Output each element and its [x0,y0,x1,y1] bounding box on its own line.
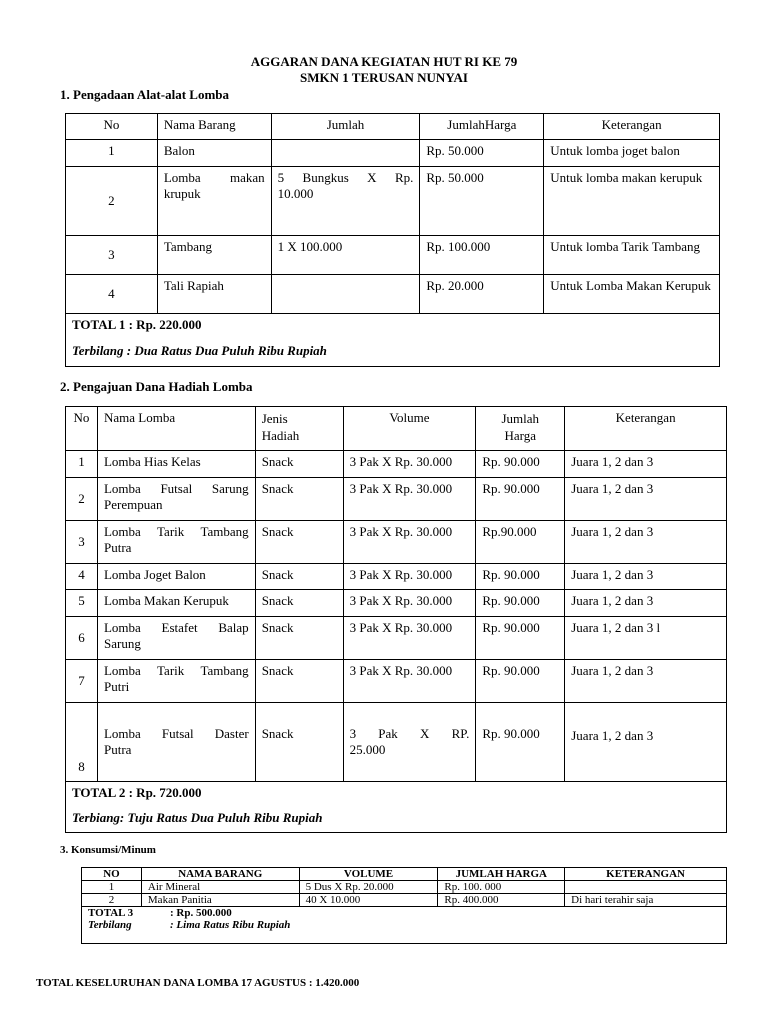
item-quantity [271,140,420,167]
prize-price: Rp. 90.000 [476,617,565,660]
prize-type: Snack [255,590,343,617]
item-name: Tali Rapiah [157,275,271,314]
row-number: 3 [66,521,98,564]
competition-name-line: Lomba Futsal Sarung [103,481,249,496]
competition-name-line: Lomba Tarik Tambang [103,524,249,539]
prize-type-text: Snack [261,726,294,741]
prize-volume [343,703,476,782]
item-name: Air Mineral [141,881,299,894]
competition-name-line: Perempuan [103,497,163,512]
prize-price: Rp. 90.000 [476,590,565,617]
item-note: Untuk lomba joget balon [544,140,720,167]
row-number: 6 [66,617,98,660]
prize-volume: 3 Pak X Rp. 30.000 [343,590,476,617]
terbilang-3-label: Terbilang [88,919,132,931]
prize-price-text: Rp. 90.000 [482,726,540,741]
terbilang-3-value: : Lima Ratus Ribu Rupiah [170,919,291,931]
table-row [66,236,720,275]
item-price: Rp. 400.000 [438,894,565,907]
prize-volume: 3 Pak X Rp. 30.000 [343,617,476,660]
item-name: Balon [157,140,271,167]
section-1-table [65,113,720,367]
prize-type: Snack [255,617,343,660]
column-header: KETERANGAN [565,868,727,881]
competition-name-line: Sarung [103,636,141,651]
competition-name: Lomba Joget Balon [97,564,255,590]
competition-name-line: Putri [103,679,130,694]
table-row [66,590,727,617]
item-name-line: Lomba makan [163,170,265,185]
competition-name [97,478,255,521]
column-header: VOLUME [299,868,438,881]
competition-name: Lomba Hias Kelas [97,451,255,478]
item-price: Rp. 100. 000 [438,881,565,894]
column-header: No [66,407,98,451]
prize-type: Snack [255,451,343,478]
column-header-line: Jumlah Harga [501,411,540,443]
column-header: Keterangan [565,407,727,451]
competition-name-line: Lomba Futsal Daster [103,726,249,741]
column-header-line: Jenis Hadiah [261,411,300,443]
competition-name: Lomba Makan Kerupuk [97,590,255,617]
column-header: Nama Lomba [97,407,255,451]
column-header: Keterangan [544,114,720,140]
prize-volume: 3 Pak X Rp. 30.000 [343,521,476,564]
item-quantity [271,275,420,314]
item-price: Rp. 100.000 [420,236,544,275]
prize-volume: 3 Pak X Rp. 30.000 [343,451,476,478]
column-header [476,407,565,451]
prize-price: Rp. 90.000 [476,478,565,521]
total-3 [88,907,720,919]
prize-volume: 3 Pak X Rp. 30.000 [343,564,476,590]
terbilang-2: Terbiang: Tuju Ratus Dua Puluh Ribu Rupiah [66,807,727,833]
table-row [66,140,720,167]
total-1: TOTAL 1 : Rp. 220.000 [66,314,720,340]
prize-note: Juara 1, 2 dan 3 l [565,617,727,660]
prize-price: Rp. 90.000 [476,660,565,703]
prize-note: Juara 1, 2 dan 3 [565,478,727,521]
table-row [82,894,727,907]
table-row [66,564,727,590]
total-2: TOTAL 2 : Rp. 720.000 [66,782,727,807]
total-3-value: : Rp. 500.000 [170,907,232,919]
column-header: Nama Barang [157,114,271,140]
column-header: NO [82,868,142,881]
competition-name-line: Lomba Estafet Balap [103,620,249,635]
item-price: Rp. 50.000 [420,140,544,167]
prize-note: Juara 1, 2 dan 3 [565,521,727,564]
item-note: Untuk Lomba Makan Kerupuk [544,275,720,314]
prize-price: Rp. 90.000 [476,564,565,590]
terbilang-1: Terbilang : Dua Ratus Dua Puluh Ribu Rupiah [66,340,720,367]
item-name: Makan Panitia [141,894,299,907]
table-row [66,521,727,564]
row-number: 7 [66,660,98,703]
item-quantity-line: 10.000 [277,186,314,201]
table-row [66,451,727,478]
column-header: No [66,114,158,140]
item-note: Untuk lomba Tarik Tambang [544,236,720,275]
row-number: 1 [66,451,98,478]
item-volume: 40 X 10.000 [299,894,438,907]
prize-note [565,703,727,782]
prize-note-text: Juara 1, 2 dan 3 [571,728,654,743]
prize-note: Juara 1, 2 dan 3 [565,564,727,590]
terbilang-3 [88,919,720,931]
item-name [157,167,271,236]
column-header: JumlahHarga [420,114,544,140]
school-name: SMKN 1 TERUSAN NUNYAI [300,70,468,85]
competition-name [97,660,255,703]
prize-type [255,703,343,782]
row-number: 2 [66,167,158,236]
row-number: 8 [66,703,98,782]
table-row [66,703,727,782]
row-number: 1 [66,140,158,167]
table-row [66,167,720,236]
item-note: Untuk lomba makan kerupuk [544,167,720,236]
prize-type: Snack [255,521,343,564]
item-note [565,881,727,894]
competition-name-line: Putra [103,540,132,555]
table-row [82,881,727,894]
prize-type: Snack [255,478,343,521]
item-price: Rp. 50.000 [420,167,544,236]
prize-note: Juara 1, 2 dan 3 [565,451,727,478]
section-3-table [81,867,727,944]
row-number: 5 [66,590,98,617]
competition-name [97,703,255,782]
prize-price [476,703,565,782]
prize-volume-line: 3 Pak X RP. [349,726,470,741]
column-header: Jumlah [271,114,420,140]
item-price: Rp. 20.000 [420,275,544,314]
row-number: 4 [66,275,158,314]
table-row [66,617,727,660]
item-name: Tambang [157,236,271,275]
item-volume: 5 Dus X Rp. 20.000 [299,881,438,894]
prize-price: Rp.90.000 [476,521,565,564]
item-quantity-line: 5 Bungkus X Rp. [277,170,414,185]
prize-note: Juara 1, 2 dan 3 [565,660,727,703]
competition-name-line: Lomba Tarik Tambang [103,663,249,678]
item-name-line: krupuk [163,186,201,201]
competition-name [97,617,255,660]
prize-volume: 3 Pak X Rp. 30.000 [343,660,476,703]
section-1-heading: 1. Pengadaan Alat-alat Lomba [60,87,230,102]
competition-name [97,521,255,564]
item-note: Di hari terahir saja [565,894,727,907]
section-2-table [65,406,727,833]
table-row [66,275,720,314]
section-3-heading: 3. Konsumsi/Minum [60,844,156,856]
competition-name-line: Putra [103,742,132,757]
prize-price: Rp. 90.000 [476,451,565,478]
row-number: 3 [66,236,158,275]
row-number: 2 [82,894,142,907]
section-2-heading: 2. Pengajuan Dana Hadiah Lomba [60,379,253,394]
item-quantity: 1 X 100.000 [271,236,420,275]
prize-note: Juara 1, 2 dan 3 [565,590,727,617]
table-row [66,478,727,521]
prize-volume: 3 Pak X Rp. 30.000 [343,478,476,521]
row-number: 2 [66,478,98,521]
column-header: JUMLAH HARGA [438,868,565,881]
grand-total: TOTAL KESELURUHAN DANA LOMBA 17 AGUSTUS : 1.420.000 [36,977,360,989]
total-3-block [82,907,727,944]
prize-type: Snack [255,564,343,590]
row-number: 1 [82,881,142,894]
column-header [255,407,343,451]
column-header: NAMA BARANG [141,868,299,881]
column-header: Volume [343,407,476,451]
item-quantity [271,167,420,236]
row-number: 4 [66,564,98,590]
total-3-label: TOTAL 3 [88,907,134,919]
table-row [66,660,727,703]
prize-type: Snack [255,660,343,703]
prize-volume-line: 25.000 [349,742,386,757]
document-title: AGGARAN DANA KEGIATAN HUT RI KE 79 [250,54,518,69]
